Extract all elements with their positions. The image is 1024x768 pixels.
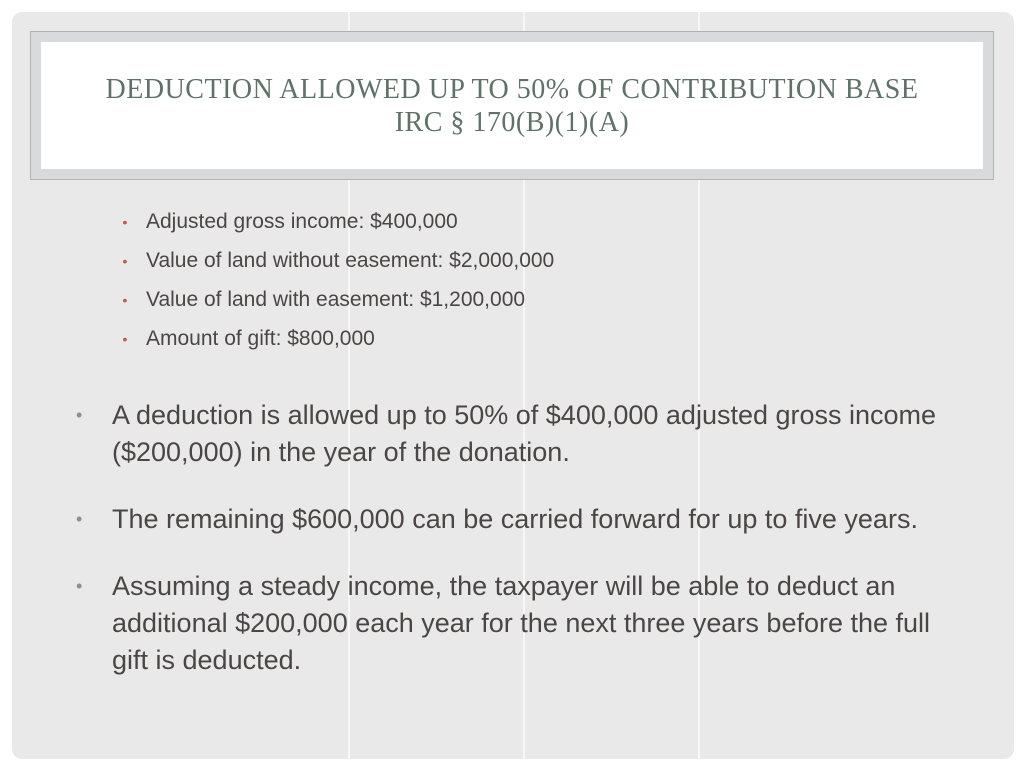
- bullet-icon: •: [76, 509, 83, 529]
- bullet-icon: •: [76, 405, 83, 425]
- list-item: [70, 397, 970, 471]
- list-item-text: Value of land with easement: $1,200,000: [146, 288, 526, 311]
- bullet-icon: •: [122, 291, 128, 308]
- list-item-text: Adjusted gross income: $400,000: [146, 210, 458, 233]
- bullet-icon: •: [76, 576, 83, 596]
- list-item-text: Value of land without easement: $2,000,000: [146, 249, 555, 272]
- list-item: [104, 241, 554, 280]
- facts-list: [104, 202, 554, 358]
- list-item: [104, 280, 554, 319]
- list-item: [104, 319, 554, 358]
- explanation-list: [70, 397, 970, 709]
- title-frame: [30, 31, 994, 180]
- list-item: [104, 202, 554, 241]
- list-item-text: Amount of gift: $800,000: [146, 327, 375, 350]
- list-item-text: Assuming a steady income, the taxpayer will be able to deduct an additional $200,000 each year for the next three years before the full gift is deducted.: [112, 571, 931, 675]
- list-item-text: The remaining $600,000 can be carried forward for up to five years.: [112, 504, 918, 534]
- slide-title: DEDUCTION ALLOWED UP TO 50% OF CONTRIBUTION BASE: [105, 73, 919, 105]
- bullet-icon: •: [122, 330, 128, 347]
- slide-subtitle: IRC § 170(B)(1)(A): [394, 106, 630, 138]
- list-item: [70, 568, 970, 679]
- list-item-text: A deduction is allowed up to 50% of $400,000 adjusted gross income ($200,000) in the year of the donation.: [112, 400, 937, 467]
- bullet-icon: •: [122, 252, 128, 269]
- title-box: [41, 42, 983, 169]
- slide: [12, 12, 1014, 759]
- list-item: [70, 501, 970, 538]
- bullet-icon: •: [122, 213, 128, 230]
